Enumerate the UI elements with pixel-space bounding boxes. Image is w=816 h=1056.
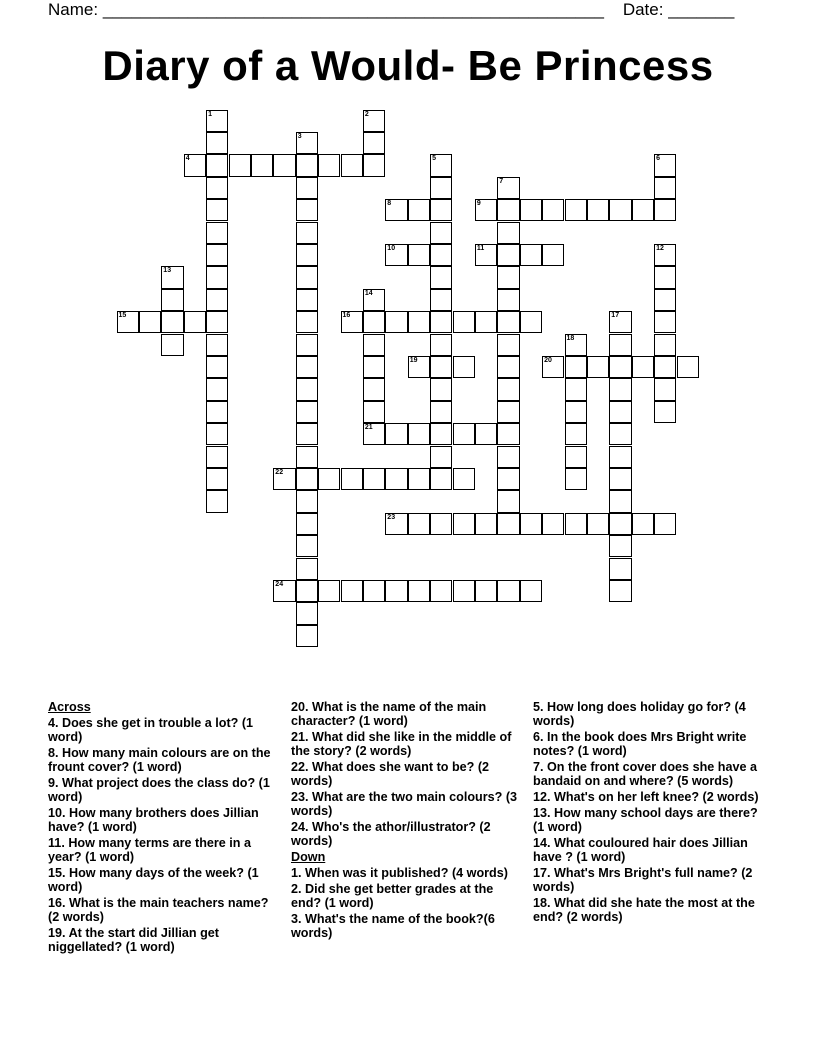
down-clue [533,896,763,924]
clue-text: How many terms are there in a year? (1 word) [48,836,251,864]
grid-cell[interactable] [453,580,475,602]
grid-cell[interactable] [475,513,497,535]
down-clue [291,912,519,940]
grid-cell[interactable] [497,177,519,199]
grid-cell[interactable] [609,580,631,602]
clue-number: 3. [291,912,302,926]
grid-cell[interactable] [654,356,676,378]
grid-cell[interactable] [206,401,228,423]
clue-number: 10. [48,806,66,820]
grid-cell[interactable] [363,378,385,400]
clues-column-2 [291,700,519,942]
grid-cell[interactable] [408,468,430,490]
grid-cell[interactable] [296,378,318,400]
grid-cell[interactable] [363,423,385,445]
grid-cell[interactable] [520,244,542,266]
grid-cell[interactable] [363,334,385,356]
grid-cell[interactable] [296,266,318,288]
grid-cell[interactable] [565,334,587,356]
grid-cell[interactable] [318,580,340,602]
grid-cell[interactable] [273,154,295,176]
grid-cell[interactable] [654,199,676,221]
grid-cell[interactable] [430,378,452,400]
down-clue [533,730,763,758]
cell-number: 18 [566,334,575,342]
cell-number: 17 [611,312,620,320]
grid-cell[interactable] [296,602,318,624]
grid-cell[interactable] [273,580,295,602]
grid-cell[interactable] [341,311,363,333]
name-label: Name: [48,0,99,19]
grid-cell[interactable] [385,423,407,445]
grid-cell[interactable] [497,423,519,445]
grid-cell[interactable] [363,468,385,490]
grid-cell[interactable] [609,401,631,423]
grid-cell[interactable] [475,311,497,333]
date-label: Date: [622,0,664,19]
clue-text: What project does the class do? (1 word) [48,776,270,804]
grid-cell[interactable] [408,356,430,378]
clue-text: On the front cover does she have a bandaid on and where? (5 words) [533,760,757,788]
down-clue [291,866,519,880]
across-clue [291,700,519,728]
grid-cell[interactable] [408,311,430,333]
across-clue [48,776,273,804]
clue-text: What are the two main colours? (3 words) [291,790,518,818]
grid-cell[interactable] [341,580,363,602]
down-clue [533,700,763,728]
grid-cell[interactable] [677,356,699,378]
clue-number: 16. [48,896,66,910]
grid-cell[interactable] [609,513,631,535]
grid-cell[interactable] [654,334,676,356]
grid-cell[interactable] [430,177,452,199]
clue-number: 6. [533,730,544,744]
grid-cell[interactable] [565,401,587,423]
grid-cell[interactable] [609,334,631,356]
grid-cell[interactable] [161,334,183,356]
cell-number: 5 [432,155,436,163]
grid-cell[interactable] [654,378,676,400]
grid-cell[interactable] [363,580,385,602]
grid-cell[interactable] [475,244,497,266]
cell-number: 14 [364,289,373,297]
clue-text: How long does holiday go for? (4 words) [533,700,746,728]
grid-cell[interactable] [139,311,161,333]
grid-cell[interactable] [430,244,452,266]
grid-cell[interactable] [296,132,318,154]
grid-cell[interactable] [363,356,385,378]
grid-cell[interactable] [318,468,340,490]
grid-cell[interactable] [542,244,564,266]
clue-text: How many main colours are on the frount cover? (1 word) [48,746,271,774]
grid-cell[interactable] [296,513,318,535]
grid-cell[interactable] [587,356,609,378]
clue-number: 14. [533,836,551,850]
grid-cell[interactable] [430,356,452,378]
grid-cell[interactable] [206,490,228,512]
grid-cell[interactable] [296,625,318,647]
across-clue [48,866,273,894]
grid-cell[interactable] [565,513,587,535]
clue-text: What is the main teachers name? (2 words) [48,896,269,924]
grid-cell[interactable] [475,580,497,602]
grid-cell[interactable] [497,244,519,266]
clue-number: 24. [291,820,309,834]
grid-cell[interactable] [497,401,519,423]
grid-cell[interactable] [206,311,228,333]
cell-number: 24 [275,580,284,588]
across-clue [48,896,273,924]
grid-cell[interactable] [497,446,519,468]
grid-cell[interactable] [206,446,228,468]
grid-cell[interactable] [430,222,452,244]
grid-cell[interactable] [632,513,654,535]
clue-number: 8. [48,746,59,760]
grid-cell[interactable] [408,580,430,602]
grid-cell[interactable] [296,154,318,176]
grid-cell[interactable] [117,311,139,333]
grid-cell[interactable] [430,468,452,490]
grid-cell[interactable] [206,378,228,400]
cell-number: 8 [387,200,392,208]
grid-cell[interactable] [161,289,183,311]
grid-cell[interactable] [430,154,452,176]
grid-cell[interactable] [654,401,676,423]
cell-number: 2 [364,110,369,118]
puzzle-title: Diary of a Would- Be Princess [102,42,714,89]
clue-text: At the start did Jillian get niggellated? (1 word) [48,926,220,954]
cell-number: 1 [208,110,212,118]
grid-cell[interactable] [206,244,228,266]
grid-cell[interactable] [542,513,564,535]
grid-cell[interactable] [430,199,452,221]
across-clue [48,716,273,744]
grid-cell[interactable] [453,513,475,535]
grid-cell[interactable] [587,513,609,535]
clue-text: What does she want to be? (2 words) [291,760,490,788]
clue-number: 15. [48,866,66,880]
grid-cell[interactable] [408,199,430,221]
grid-cell[interactable] [184,311,206,333]
grid-cell[interactable] [609,558,631,580]
clue-number: 20. [291,700,309,714]
cell-number: 13 [163,267,172,275]
grid-cell[interactable] [318,154,340,176]
grid-cell[interactable] [385,468,407,490]
grid-cell[interactable] [520,199,542,221]
grid-cell[interactable] [206,468,228,490]
grid-cell[interactable] [385,311,407,333]
grid-cell[interactable] [497,222,519,244]
grid-cell[interactable] [430,513,452,535]
grid-cell[interactable] [385,580,407,602]
grid-cell[interactable] [296,446,318,468]
across-clue [48,806,273,834]
grid-cell[interactable] [385,244,407,266]
grid-cell[interactable] [430,334,452,356]
grid-cell[interactable] [206,334,228,356]
grid-cell[interactable] [565,468,587,490]
grid-cell[interactable] [206,423,228,445]
grid-cell[interactable] [296,199,318,221]
cell-number: 3 [297,132,302,140]
grid-cell[interactable] [520,311,542,333]
clue-number: 22. [291,760,309,774]
grid-cell[interactable] [296,334,318,356]
grid-cell[interactable] [654,154,676,176]
clue-number: 4. [48,716,59,730]
grid-cell[interactable] [408,244,430,266]
clue-text: What did she like in the middle of the story? (2 words) [291,730,512,758]
down-clue [533,866,763,894]
clue-text: What's the name of the book?(6 words) [291,912,495,940]
down-clue [533,836,763,864]
across-clue [48,926,273,954]
clue-number: 13. [533,806,551,820]
grid-cell[interactable] [363,110,385,132]
grid-cell[interactable] [296,468,318,490]
grid-cell[interactable] [385,199,407,221]
across-clue [291,790,519,818]
grid-cell[interactable] [542,199,564,221]
grid-cell[interactable] [363,132,385,154]
grid-cell[interactable] [609,446,631,468]
grid-cell[interactable] [296,177,318,199]
grid-cell[interactable] [565,199,587,221]
grid-cell[interactable] [206,110,228,132]
grid-cell[interactable] [520,580,542,602]
grid-cell[interactable] [654,289,676,311]
grid-cell[interactable] [632,356,654,378]
grid-cell[interactable] [497,334,519,356]
grid-cell[interactable] [609,356,631,378]
grid-cell[interactable] [206,222,228,244]
grid-cell[interactable] [587,199,609,221]
cell-number: 4 [185,155,190,163]
clue-text: Who's the athor/illustrator? (2 words) [291,820,491,848]
grid-cell[interactable] [565,446,587,468]
grid-cell[interactable] [206,177,228,199]
grid-cell[interactable] [497,311,519,333]
across-clue [291,820,519,848]
grid-cell[interactable] [430,580,452,602]
cell-number: 6 [656,155,660,163]
grid-cell[interactable] [296,535,318,557]
grid-cell[interactable] [497,356,519,378]
grid-cell[interactable] [430,401,452,423]
clue-number: 12. [533,790,551,804]
grid-cell[interactable] [430,311,452,333]
clue-number: 19. [48,926,66,940]
cell-number: 21 [364,424,373,432]
clue-text: How many days of the week? (1 word) [48,866,259,894]
grid-cell[interactable] [206,132,228,154]
grid-cell[interactable] [206,356,228,378]
clues-column-3 [533,700,763,926]
grid-cell[interactable] [475,423,497,445]
clue-text: Did she get better grades at the end? (1 word) [291,882,494,910]
cell-number: 20 [544,356,552,364]
grid-cell[interactable] [341,468,363,490]
clue-number: 9. [48,776,59,790]
grid-cell[interactable] [363,401,385,423]
clue-text: What is the name of the main character? (1 word) [291,700,487,728]
down-clue [291,882,519,910]
cell-number: 12 [656,244,664,252]
grid-cell[interactable] [206,154,228,176]
grid-cell[interactable] [161,266,183,288]
clue-text: What did she hate the most at the end? (2 words) [533,896,755,924]
across-clue [48,836,273,864]
cell-number: 23 [387,513,396,521]
cell-number: 22 [275,468,284,476]
grid-cell[interactable] [430,446,452,468]
clue-text: When was it published? (4 words) [305,866,508,880]
grid-cell[interactable] [609,423,631,445]
clue-number: 2. [291,882,302,896]
grid-cell[interactable] [296,490,318,512]
down-heading: Down [291,850,326,864]
grid-cell[interactable] [363,154,385,176]
across-clue [291,730,519,758]
clue-number: 17. [533,866,551,880]
grid-cell[interactable] [497,468,519,490]
cell-number: 19 [409,356,418,364]
grid-cell[interactable] [385,513,407,535]
clue-number: 18. [533,896,551,910]
clue-number: 11. [48,836,65,850]
grid-cell[interactable] [408,423,430,445]
clue-text: What's Mrs Bright's full name? (2 words) [533,866,753,894]
cell-number: 15 [118,312,127,320]
grid-cell[interactable] [430,423,452,445]
grid-cell[interactable] [497,490,519,512]
grid-cell[interactable] [497,378,519,400]
grid-cell[interactable] [565,356,587,378]
grid-cell[interactable] [609,378,631,400]
grid-cell[interactable] [453,356,475,378]
grid-cell[interactable] [296,401,318,423]
clue-text: What couloured hair does Jillian have ? (1 word) [533,836,748,864]
down-clue [533,760,763,788]
grid-cell[interactable] [206,266,228,288]
grid-cell[interactable] [296,580,318,602]
grid-cell[interactable] [206,199,228,221]
grid-cell[interactable] [430,289,452,311]
grid-cell[interactable] [542,356,564,378]
grid-cell[interactable] [161,311,183,333]
grid-cell[interactable] [296,558,318,580]
cell-number: 9 [476,200,481,208]
grid-cell[interactable] [497,199,519,221]
clues-column-1 [48,700,273,956]
grid-cell[interactable] [497,266,519,288]
clue-number: 21. [291,730,309,744]
grid-cell[interactable] [565,378,587,400]
grid-cell[interactable] [341,154,363,176]
grid-cell[interactable] [654,513,676,535]
grid-cell[interactable] [453,468,475,490]
clue-number: 5. [533,700,544,714]
down-clue [533,790,763,804]
grid-cell[interactable] [609,468,631,490]
clue-text: How many brothers does Jillian have? (1 word) [48,806,259,834]
grid-cell[interactable] [296,222,318,244]
cell-number: 11 [476,244,485,252]
across-clue [291,760,519,788]
grid-cell[interactable] [609,490,631,512]
grid-cell[interactable] [654,244,676,266]
grid-cell[interactable] [206,289,228,311]
grid-cell[interactable] [363,311,385,333]
date-blank[interactable]: _______ [668,0,735,19]
grid-cell[interactable] [609,311,631,333]
grid-cell[interactable] [251,154,273,176]
name-blank[interactable]: _____________________________________________________ [102,0,604,19]
cell-number: 7 [499,177,504,185]
grid-cell[interactable] [296,423,318,445]
grid-cell[interactable] [408,513,430,535]
grid-cell[interactable] [229,154,251,176]
cell-number: 10 [387,244,396,252]
grid-cell[interactable] [632,199,654,221]
grid-cell[interactable] [296,356,318,378]
cell-number: 16 [342,312,351,320]
clue-text: Does she get in trouble a lot? (1 word) [48,716,254,744]
grid-cell[interactable] [654,266,676,288]
clue-number: 23. [291,790,309,804]
grid-cell[interactable] [497,513,519,535]
grid-cell[interactable] [453,423,475,445]
grid-cell[interactable] [363,289,385,311]
clue-text: What's on her left knee? (2 words) [554,790,759,804]
grid-cell[interactable] [609,535,631,557]
down-clue [533,806,763,834]
grid-cell[interactable] [565,423,587,445]
grid-cell[interactable] [430,266,452,288]
grid-cell[interactable] [654,177,676,199]
across-heading: Across [48,700,91,714]
grid-cell[interactable] [475,199,497,221]
clue-text: In the book does Mrs Bright write notes? (1 word) [533,730,747,758]
grid-cell[interactable] [453,311,475,333]
clue-number: 1. [291,866,302,880]
grid-cell[interactable] [609,199,631,221]
grid-cell[interactable] [273,468,295,490]
grid-cell[interactable] [654,311,676,333]
grid-cell[interactable] [296,311,318,333]
grid-cell[interactable] [497,580,519,602]
clue-number: 7. [533,760,544,774]
grid-cell[interactable] [497,289,519,311]
grid-cell[interactable] [520,513,542,535]
grid-cell[interactable] [296,244,318,266]
across-clue [48,746,273,774]
clue-text: How many school days are there? (1 word) [533,806,758,834]
grid-cell[interactable] [296,289,318,311]
grid-cell[interactable] [184,154,206,176]
